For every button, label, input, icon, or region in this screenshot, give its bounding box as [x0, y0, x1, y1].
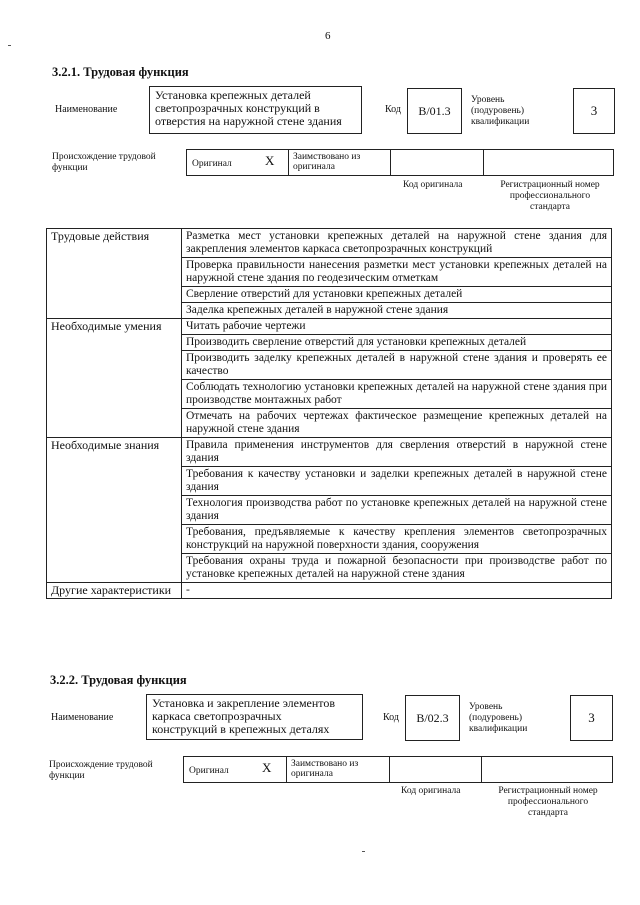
origin-label-line: Происхождение трудовой — [52, 152, 156, 162]
reg-caption-line: Регистрационный номер — [500, 180, 600, 190]
code-label: Код — [385, 104, 401, 115]
borrowed-label — [291, 759, 358, 779]
function-name-line: конструкций в крепежных деталях — [152, 722, 330, 736]
level-label-line: Уровень — [471, 95, 505, 105]
level-value: 3 — [570, 695, 613, 741]
original-mark: X — [265, 153, 275, 168]
function-name-box — [149, 86, 362, 134]
level-value: 3 — [573, 88, 615, 134]
level-label-line: Уровень — [469, 702, 503, 712]
level-label-line: квалификации — [469, 724, 528, 734]
function-name-line: Установка и закрепление элементов — [152, 696, 336, 710]
function-name-line: Установка крепежных деталей — [155, 88, 311, 102]
table-row — [47, 583, 612, 599]
origin-code-caption: Код оригинала — [403, 180, 463, 190]
origin-code-cell — [390, 757, 482, 782]
original-label: Оригинал — [189, 766, 229, 776]
level-label — [469, 702, 527, 735]
table-cell: Требования охраны труда и пожарной безопасности при производстве работ по установке крепежных деталей на наружной стене здания — [182, 554, 612, 583]
original-cell — [184, 757, 287, 782]
original-mark: X — [262, 760, 272, 775]
level-label-line: (подуровень) — [469, 713, 523, 723]
borrowed-cell — [287, 757, 390, 782]
table-cell: Требования к качеству установки и заделки крепежных деталей в наружной стене здания — [182, 467, 612, 496]
reg-number-caption — [485, 180, 615, 213]
reg-caption-line: профессионального — [509, 191, 591, 201]
function-name-line: каркаса светопрозрачных — [152, 709, 282, 723]
labor-function-table — [46, 228, 612, 599]
code-value: B/02.3 — [405, 695, 460, 741]
section-title-3-2-1: 3.2.1. Трудовая функция — [52, 65, 189, 79]
original-cell — [187, 150, 289, 175]
table-cell: Заделка крепежных деталей в наружной стене здания — [182, 303, 612, 319]
page-number: 6 — [325, 30, 331, 42]
table-row — [47, 438, 612, 467]
original-label: Оригинал — [192, 159, 232, 169]
borrowed-label-line: оригинала — [293, 162, 335, 172]
scan-mark — [362, 851, 365, 852]
table-cell: Соблюдать технологию установки крепежных деталей на наружной стене здания при производстве монтажных работ — [182, 380, 612, 409]
reg-number-cell — [484, 150, 615, 175]
reg-caption-line: профессионального — [507, 797, 589, 807]
table-cell: Сверление отверстий для установки крепежных деталей — [182, 287, 612, 303]
function-name-line: отверстия на наружной стене здания — [155, 114, 342, 128]
reg-caption-line: Регистрационный номер — [498, 786, 598, 796]
table-cell: Правила применения инструментов для сверления отверстий в наружной стене здания — [182, 438, 612, 467]
group-label: Трудовые действия — [47, 229, 182, 319]
origin-label — [52, 152, 156, 174]
borrowed-label — [293, 152, 360, 172]
level-label-line: квалификации — [471, 117, 530, 127]
reg-number-cell — [482, 757, 614, 782]
function-name-box — [146, 694, 363, 740]
function-name-line: светопрозрачных конструкций в — [155, 101, 320, 115]
origin-code-caption: Код оригинала — [401, 786, 461, 796]
table-cell: Читать рабочие чертежи — [182, 319, 612, 335]
table-row — [47, 319, 612, 335]
level-label — [471, 95, 529, 128]
section-title-3-2-2: 3.2.2. Трудовая функция — [50, 673, 187, 687]
borrowed-label-line: оригинала — [291, 769, 333, 779]
table-row — [47, 229, 612, 258]
origin-label-line: функции — [49, 771, 85, 781]
table-cell: - — [182, 583, 612, 599]
group-label: Необходимые знания — [47, 438, 182, 583]
reg-caption-line: стандарта — [530, 202, 570, 212]
name-label: Наименование — [51, 712, 114, 723]
code-label: Код — [383, 712, 399, 723]
origin-table — [183, 756, 613, 783]
borrowed-label-line: Заимствовано из — [293, 152, 361, 162]
table-cell: Производить заделку крепежных деталей в наружной стене здания и проверять ее качество — [182, 351, 612, 380]
borrowed-label-line: Заимствовано из — [291, 759, 359, 769]
name-label: Наименование — [55, 104, 118, 115]
code-value: B/01.3 — [407, 88, 462, 134]
borrowed-cell — [289, 150, 391, 175]
origin-label-line: Происхождение трудовой — [49, 760, 153, 770]
origin-label-line: функции — [52, 163, 88, 173]
reg-number-caption — [483, 786, 613, 819]
table-cell: Производить сверление отверстий для установки крепежных деталей — [182, 335, 612, 351]
group-label: Другие характеристики — [47, 583, 182, 599]
table-cell: Требования, предъявляемые к качеству крепления элементов светопрозрачных конструкций на наружной поверхности здания, сооружения — [182, 525, 612, 554]
origin-code-cell — [391, 150, 484, 175]
table-cell: Проверка правильности нанесения разметки мест установки крепежных деталей на наружной стене здания по геодезическим отметкам — [182, 258, 612, 287]
origin-label — [49, 760, 153, 782]
scan-mark — [8, 45, 11, 46]
table-cell: Разметка мест установки крепежных деталей на наружной стене здания для закрепления элементов каркаса светопрозрачных конструкций — [182, 229, 612, 258]
table-cell: Технология производства работ по установке крепежных деталей на наружной стене здания — [182, 496, 612, 525]
group-label: Необходимые умения — [47, 319, 182, 438]
table-cell: Отмечать на рабочих чертежах фактическое размещение крепежных деталей на наружной стене здания — [182, 409, 612, 438]
level-label-line: (подуровень) — [471, 106, 525, 116]
origin-table — [186, 149, 614, 176]
reg-caption-line: стандарта — [528, 808, 568, 818]
